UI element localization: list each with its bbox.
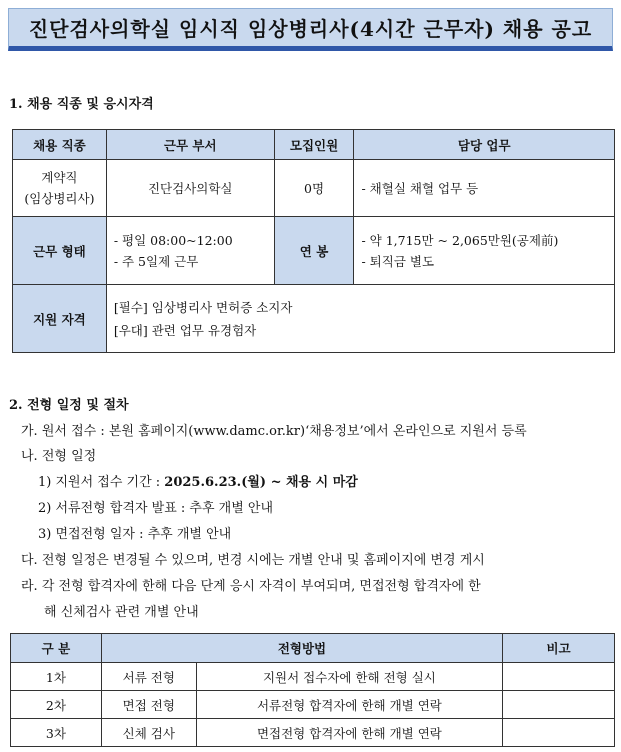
header-duty: 담당 업무 bbox=[354, 130, 615, 160]
section-1-heading: 1. 채용 직종 및 응시자격 bbox=[9, 97, 154, 112]
item-ga-application: 가. 원서 접수 : 본원 홈페이지(www.damc.or.kr)‘채용정보’에서 온라인으로 지원서 등록 bbox=[21, 424, 527, 439]
salary-line2: - 퇴직금 별도 bbox=[361, 253, 435, 269]
stage-desc-cell: 면접전형 합격자에 한해 개별 연락 bbox=[196, 719, 502, 747]
item-ra-line2: 해 신체검사 관련 개별 안내 bbox=[44, 605, 199, 620]
work-type-label: 근무 형태 bbox=[13, 217, 107, 285]
stage-note-cell bbox=[503, 663, 615, 691]
schedule-sub3: 3) 면접전형 일자 : 추후 개별 안내 bbox=[38, 527, 232, 542]
header-method: 전형방법 bbox=[101, 634, 502, 663]
stage-cell: 1차 bbox=[11, 663, 102, 691]
application-period: 2025.6.23.(월) ~ 채용 시 마감 bbox=[164, 475, 358, 490]
work-hours-line2: - 주 5일제 근무 bbox=[113, 253, 199, 269]
stage-type-cell: 신체 검사 bbox=[101, 719, 196, 747]
section-2-heading: 2. 전형 일정 및 절차 bbox=[9, 398, 129, 413]
qualification-preferred: [우대] 관련 업무 유경험자 bbox=[113, 322, 257, 338]
table-header-row bbox=[13, 130, 615, 160]
work-hours-cell bbox=[106, 217, 274, 285]
table-row bbox=[13, 217, 615, 285]
job-type-line1: 계약직 bbox=[41, 170, 78, 185]
recruitment-table bbox=[12, 129, 615, 353]
stage-type-cell: 서류 전형 bbox=[101, 663, 196, 691]
item-ra-line1: 라. 각 전형 합격자에 한해 다음 단계 응시 자격이 부여되며, 면접전형 합격자에 한 bbox=[21, 579, 481, 594]
salary-cell bbox=[354, 217, 615, 285]
stage-desc-cell: 지원서 접수자에 한해 전형 실시 bbox=[196, 663, 502, 691]
header-department: 근무 부서 bbox=[106, 130, 274, 160]
table-row bbox=[11, 719, 615, 747]
item-da-notice: 다. 전형 일정은 변경될 수 있으며, 변경 시에는 개별 안내 및 홈페이지에 변경 게시 bbox=[21, 553, 485, 568]
job-type-line2: (임상병리사) bbox=[24, 191, 95, 206]
department-cell: 진단검사의학실 bbox=[106, 160, 274, 217]
qualification-required: [필수] 임상병리사 면허증 소지자 bbox=[113, 299, 293, 315]
headcount-cell: 0명 bbox=[274, 160, 354, 217]
duty-cell: - 채혈실 채혈 업무 등 bbox=[354, 160, 615, 217]
table-header-row bbox=[11, 634, 615, 663]
stage-note-cell bbox=[503, 719, 615, 747]
qualification-cell bbox=[106, 285, 614, 353]
table-row bbox=[11, 663, 615, 691]
work-hours-line1: - 평일 08:00~12:00 bbox=[113, 232, 233, 248]
schedule-sub1-label: 1) 지원서 접수 기간 : bbox=[38, 475, 165, 490]
schedule-sub2: 2) 서류전형 합격자 발표 : 추후 개별 안내 bbox=[38, 501, 274, 516]
stage-desc-cell: 서류전형 합격자에 한해 개별 연락 bbox=[196, 691, 502, 719]
job-type-cell bbox=[13, 160, 107, 217]
header-stage: 구 분 bbox=[11, 634, 102, 663]
page-title: 진단검사의학실 임시직 임상병리사(4시간 근무자) 채용 공고 bbox=[8, 8, 613, 51]
stage-cell: 3차 bbox=[11, 719, 102, 747]
table-row bbox=[13, 160, 615, 217]
salary-label: 연 봉 bbox=[274, 217, 354, 285]
item-na-schedule: 나. 전형 일정 bbox=[21, 449, 97, 464]
qualification-label: 지원 자격 bbox=[13, 285, 107, 353]
header-job-type: 채용 직종 bbox=[13, 130, 107, 160]
stage-cell: 2차 bbox=[11, 691, 102, 719]
schedule-sub1 bbox=[38, 471, 358, 490]
salary-line1: - 약 1,715만 ~ 2,065만원(공제前) bbox=[361, 232, 559, 248]
stage-note-cell bbox=[503, 691, 615, 719]
header-note: 비고 bbox=[503, 634, 615, 663]
selection-process-table bbox=[10, 633, 615, 747]
table-row bbox=[13, 285, 615, 353]
header-headcount: 모집인원 bbox=[274, 130, 354, 160]
table-row bbox=[11, 691, 615, 719]
stage-type-cell: 면접 전형 bbox=[101, 691, 196, 719]
